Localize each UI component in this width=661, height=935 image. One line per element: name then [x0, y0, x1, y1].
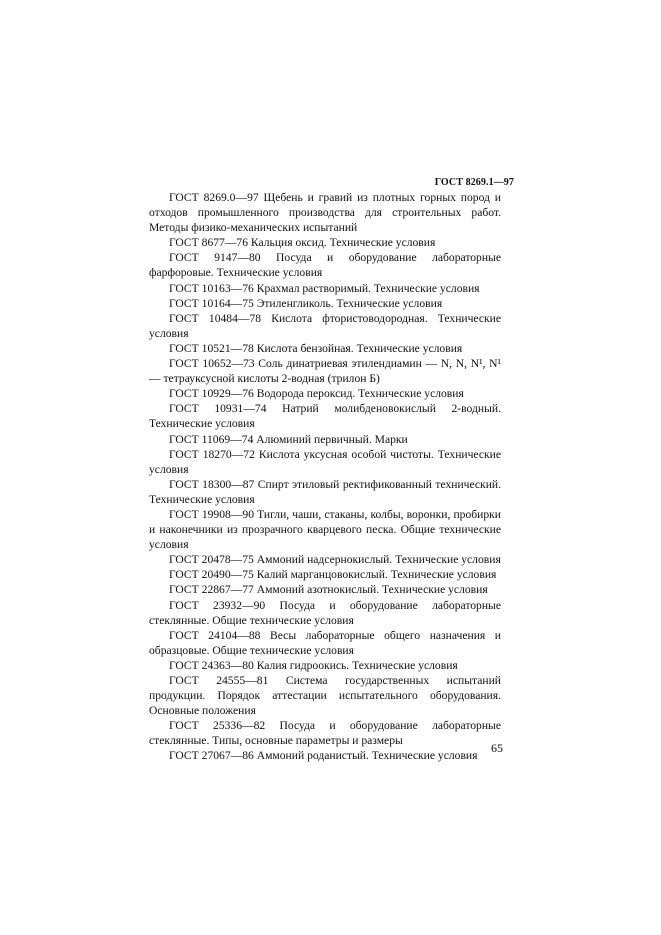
list-item: ГОСТ 10484—78 Кислота фтористоводородная. Технические условия — [149, 311, 501, 340]
list-item: ГОСТ 10164—75 Этиленгликоль. Технические условия — [169, 296, 443, 310]
list-item: ГОСТ 19908—90 Тигли, чаши, стаканы, колбы, воронки, пробирки и наконечники из прозрачного кварцевого песка. Общие технические условия — [149, 507, 501, 552]
list-item: ГОСТ 23932—90 Посуда и оборудование лабораторные стеклянные. Общие технические условия — [149, 598, 501, 627]
list-item: ГОСТ 18270—72 Кислота уксусная особой чистоты. Технические условия — [149, 447, 501, 476]
list-item: ГОСТ 27067—86 Аммоний роданистый. Технические условия — [169, 749, 478, 763]
page-number: 65 — [491, 741, 503, 755]
list-item: ГОСТ 20478—75 Аммоний надсернокислый. Технические условия — [169, 553, 501, 567]
list-item: ГОСТ 10521—78 Кислота бензойная. Технические условия — [169, 341, 463, 355]
normative-references-list — [149, 190, 501, 764]
running-header: ГОСТ 8269.1—97 — [434, 177, 514, 188]
list-item: ГОСТ 9147—80 Посуда и оборудование лабораторные фарфоровые. Технические условия — [149, 251, 501, 280]
list-item: ГОСТ 10929—76 Водорода пероксид. Технические условия — [169, 387, 464, 401]
list-item: ГОСТ 10652—73 Соль динатриевая этилендиамин — N, N, N¹, N¹ — тетрауксусной кислоты 2-водная (трилон Б) — [149, 357, 501, 386]
list-item: ГОСТ 24363—80 Калия гидроокись. Технические условия — [169, 658, 458, 672]
list-item: ГОСТ 8677—76 Кальция оксид. Технические условия — [169, 236, 436, 250]
list-item: ГОСТ 18300—87 Спирт этиловый ректификованный технический. Технические условия — [149, 477, 501, 506]
list-item: ГОСТ 11069—74 Алюминий первичный. Марки — [169, 432, 408, 446]
list-item: ГОСТ 22867—77 Аммоний азотнокислый. Технические условия — [169, 583, 488, 597]
list-item: ГОСТ 25336—82 Посуда и оборудование лабораторные стеклянные. Типы, основные параметры и размеры — [149, 719, 501, 748]
list-item: ГОСТ 8269.0—97 Щебень и гравий из плотных горных пород и отходов промышленного производства для строительных работ. Методы физико-механических испытаний — [149, 191, 501, 235]
list-item: ГОСТ 10931—74 Натрий молибденовокислый 2-водный. Технические условия — [149, 402, 501, 431]
list-item: ГОСТ 24104—88 Весы лабораторные общего назначения и образцовые. Общие технические условия — [149, 628, 501, 657]
list-item: ГОСТ 10163—76 Крахмал растворимый. Технические условия — [169, 281, 480, 295]
list-item: ГОСТ 20490—75 Калий марганцовокислый. Технические условия — [169, 568, 497, 582]
list-item: ГОСТ 24555—81 Система государственных испытаний продукции. Порядок аттестации испытательного оборудования. Основные положения — [149, 674, 501, 718]
